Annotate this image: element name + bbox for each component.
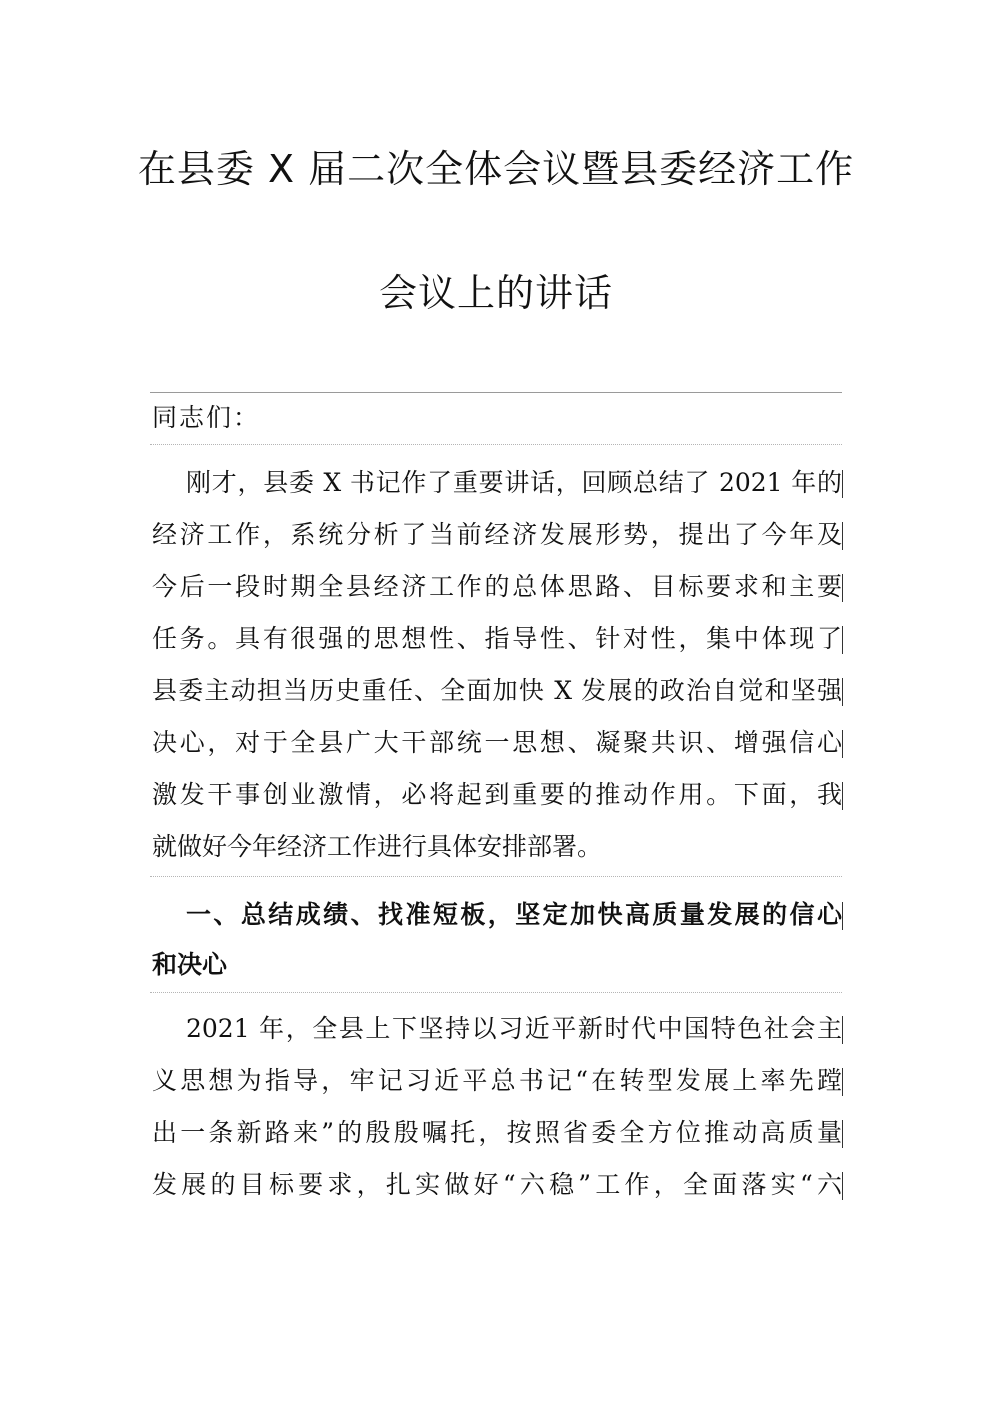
margin-bar — [842, 730, 843, 758]
margin-bar — [842, 574, 843, 602]
section-heading-line: 一、总结成绩、找准短板，坚定加快高质量发展的信心 — [186, 900, 842, 929]
document-title-line-1: 在县委 X 届二次全体会议暨县委经济工作 — [137, 147, 855, 191]
section-heading-line: 和决心 — [152, 950, 228, 979]
margin-bar — [842, 626, 843, 654]
divider-after-heading — [150, 992, 842, 993]
paragraph-2-line: 出一条新路来”的殷殷嘱托，按照省委全方位推动高质量 — [152, 1118, 842, 1147]
document-title-line-2: 会议上的讲话 — [378, 271, 613, 315]
paragraph-1-line: 经济工作，系统分析了当前经济发展形势，提出了今年及 — [152, 520, 842, 549]
paragraph-1-line: 就做好今年经济工作进行具体安排部署。 — [152, 832, 603, 861]
paragraph-1-line: 激发干事创业激情，必将起到重要的推动作用。下面，我 — [152, 780, 842, 809]
margin-bar — [842, 1172, 843, 1200]
margin-bar — [842, 678, 843, 706]
margin-bar — [842, 1068, 843, 1096]
margin-bar — [842, 902, 843, 930]
divider-after-paragraph-1 — [150, 876, 842, 877]
margin-bar — [842, 782, 843, 810]
salutation: 同志们： — [152, 403, 261, 432]
margin-bar — [842, 1120, 843, 1148]
paragraph-2-line: 义思想为指导，牢记习近平总书记“在转型发展上率先蹚 — [152, 1066, 842, 1095]
divider-top — [150, 392, 842, 393]
divider-after-salutation — [150, 444, 842, 445]
paragraph-1-line: 任务。具有很强的思想性、指导性、针对性，集中体现了 — [152, 624, 842, 653]
paragraph-1-line: 今后一段时期全县经济工作的总体思路、目标要求和主要 — [152, 572, 842, 601]
paragraph-1-line: 县委主动担当历史重任、全面加快 X 发展的政治自觉和坚强 — [152, 676, 842, 705]
margin-bar — [842, 1016, 843, 1044]
paragraph-2-line: 发展的目标要求，扎实做好“六稳”工作，全面落实“六 — [152, 1170, 842, 1199]
paragraph-2-line: 2021 年，全县上下坚持以习近平新时代中国特色社会主 — [186, 1014, 842, 1043]
paragraph-1-line: 决心，对于全县广大干部统一思想、凝聚共识、增强信心 — [152, 728, 842, 757]
margin-bar — [842, 522, 843, 550]
paragraph-1-line: 刚才，县委 X 书记作了重要讲话，回顾总结了 2021 年的 — [186, 468, 842, 497]
margin-bar — [842, 470, 843, 498]
